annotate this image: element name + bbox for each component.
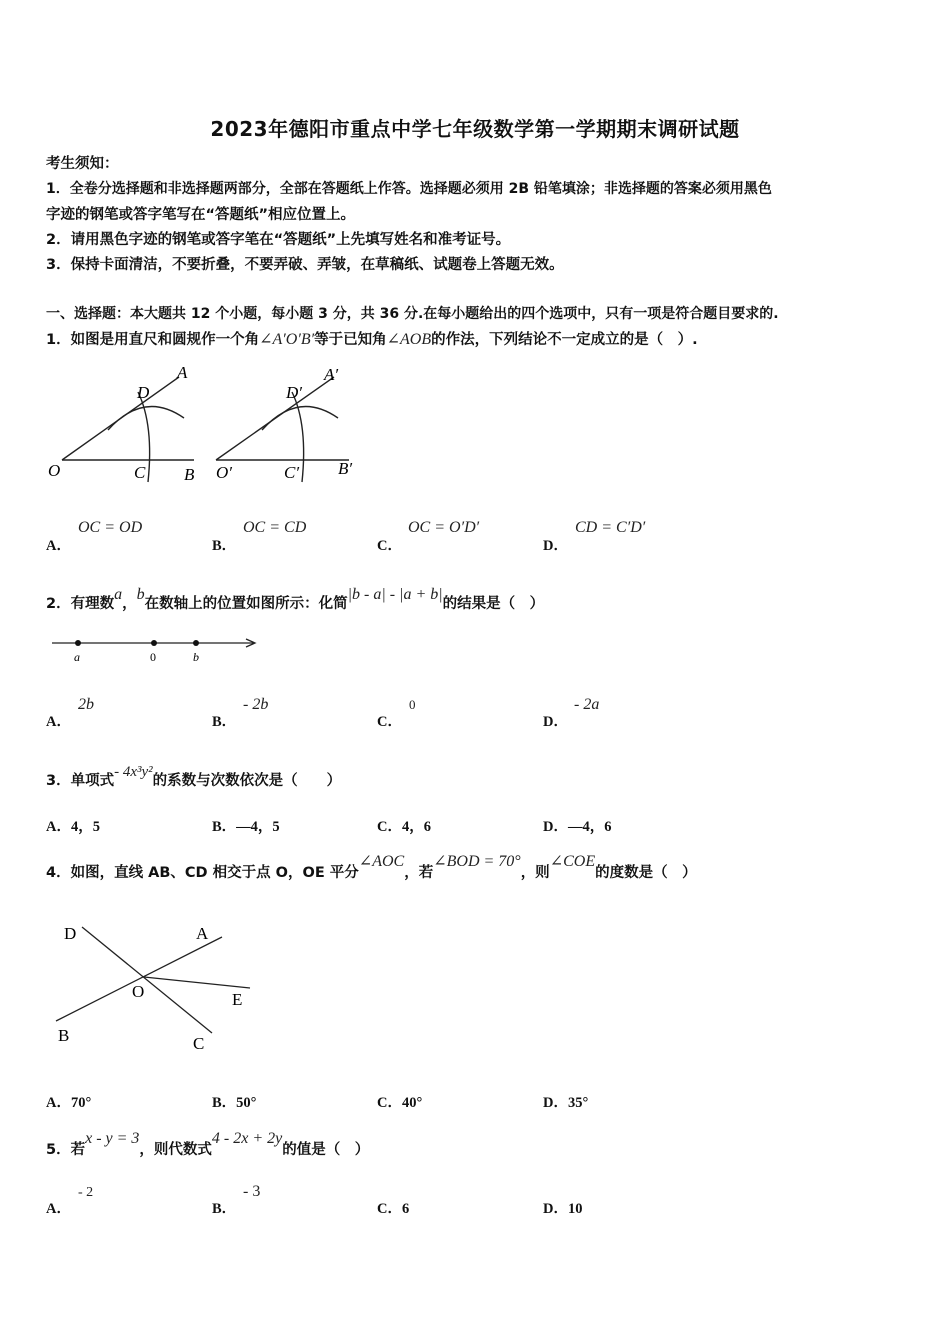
notice-item-1-line-1: 1．全卷分选择题和非选择题两部分，全部在答题纸上作答。选择题必须用 2B 铅笔填涂；非选择题的答案必须用黑色: [46, 181, 772, 197]
page-title: 2023年德阳市重点中学七年级数学第一学期期末调研试题: [210, 117, 740, 141]
q4-option-b: B．50°: [212, 1095, 257, 1111]
label-C: C: [134, 463, 146, 482]
point-a: [75, 640, 81, 646]
q4-option-d: D．35°: [543, 1095, 589, 1111]
question-3-text: 3．单项式- 4x³y²的系数与次数依次是（ ）: [46, 764, 342, 789]
q1-option-a-math: OC = OD: [78, 519, 143, 536]
q3-option-b: B．—4，5: [212, 819, 280, 835]
q1-option-c-label: C．: [377, 538, 402, 554]
figure-right: [216, 377, 349, 482]
axis-label-b: b: [193, 650, 199, 664]
figure-left: [62, 377, 194, 482]
q2-option-c-label: C．: [377, 714, 402, 730]
q2-option-a-label: A．: [46, 714, 71, 730]
label-O: O: [48, 461, 61, 480]
axis-label-a: a: [74, 650, 80, 664]
notice-item-3: 3．保持卡面清洁，不要折叠，不要弄破、弄皱，在草稿纸、试题卷上答题无效。: [46, 257, 564, 273]
axis-label-zero: 0: [150, 650, 156, 664]
label-A: A: [196, 924, 209, 943]
label-C-prime: C′: [284, 463, 300, 482]
q1-option-c-math: OC = O′D′: [408, 519, 480, 536]
q1-option-b-label: B．: [212, 538, 237, 554]
label-D-prime: D′: [286, 383, 302, 402]
q3-option-a: A．4，5: [46, 819, 100, 835]
label-B: B: [184, 465, 195, 484]
q4-option-c: C．40°: [377, 1095, 423, 1111]
q5-option-b-label: B．: [212, 1201, 237, 1217]
q2-option-b-label: B．: [212, 714, 237, 730]
label-A-prime: A′: [324, 365, 339, 384]
number-line: [48, 630, 268, 666]
label-D: D: [137, 383, 150, 402]
q2-option-b-math: - 2b: [243, 696, 269, 713]
question-4-text: 4．如图，直线 AB、CD 相交于点 O，OE 平分∠AOC，若∠BOD = 70°，则∠COE的度数是（ ）: [46, 853, 697, 881]
q5-option-c: C．6: [377, 1201, 410, 1217]
question-1-figure: [44, 360, 364, 490]
q2-option-c-math: 0: [409, 697, 416, 712]
notice-item-2: 2．请用黑色字迹的钢笔或答字笔在“答题纸”上先填写姓名和准考证号。: [46, 232, 511, 248]
q5-option-d: D．10: [543, 1201, 583, 1217]
q1-option-d-math: CD = C′D′: [575, 519, 646, 536]
label-C: C: [193, 1034, 205, 1053]
question-1-text: 1．如图是用直尺和圆规作一个角∠A′O′B′等于已知角∠AOB的作法，下列结论不一定成立的是（ ）.: [46, 331, 698, 348]
notice-item-1-line-2: 字迹的钢笔或答字笔写在“答题纸”相应位置上。: [46, 207, 356, 223]
q3-option-d: D．—4，6: [543, 819, 612, 835]
q1-option-b-math: OC = CD: [243, 519, 307, 536]
q2-option-a-math: 2b: [78, 696, 94, 713]
q4-option-a: A．70°: [46, 1095, 92, 1111]
q1-option-a-label: A．: [46, 538, 71, 554]
label-A: A: [177, 363, 188, 382]
label-E: E: [232, 990, 243, 1009]
question-4-figure: [50, 915, 270, 1055]
question-5-text: 5．若x - y = 3，则代数式4 - 2x + 2y的值是（ ）: [46, 1130, 370, 1158]
point-b: [193, 640, 199, 646]
label-D: D: [64, 924, 77, 943]
q2-option-d-label: D．: [543, 714, 568, 730]
label-O-prime: O′: [216, 463, 232, 482]
question-2-text: 2．有理数a，b在数轴上的位置如图所示：化简|b - a| - |a + b|的结果是（ ）: [46, 586, 545, 612]
q2-option-d-math: - 2a: [574, 696, 600, 713]
q3-option-c: C．4，6: [377, 819, 431, 835]
label-B: B: [58, 1026, 70, 1045]
point-zero: [151, 640, 157, 646]
q5-option-a-label: A．: [46, 1201, 71, 1217]
q1-option-d-label: D．: [543, 538, 568, 554]
label-B-prime: B′: [338, 459, 353, 478]
section-heading: 一、选择题：本大题共 12 个小题，每小题 3 分，共 36 分.在每小题给出的四个选项中，只有一项是符合题目要求的.: [46, 306, 779, 322]
q5-option-b-math: - 3: [243, 1183, 261, 1200]
label-O: O: [132, 982, 145, 1001]
notice-heading: 考生须知：: [46, 156, 119, 172]
q5-option-a-math: - 2: [78, 1185, 94, 1200]
